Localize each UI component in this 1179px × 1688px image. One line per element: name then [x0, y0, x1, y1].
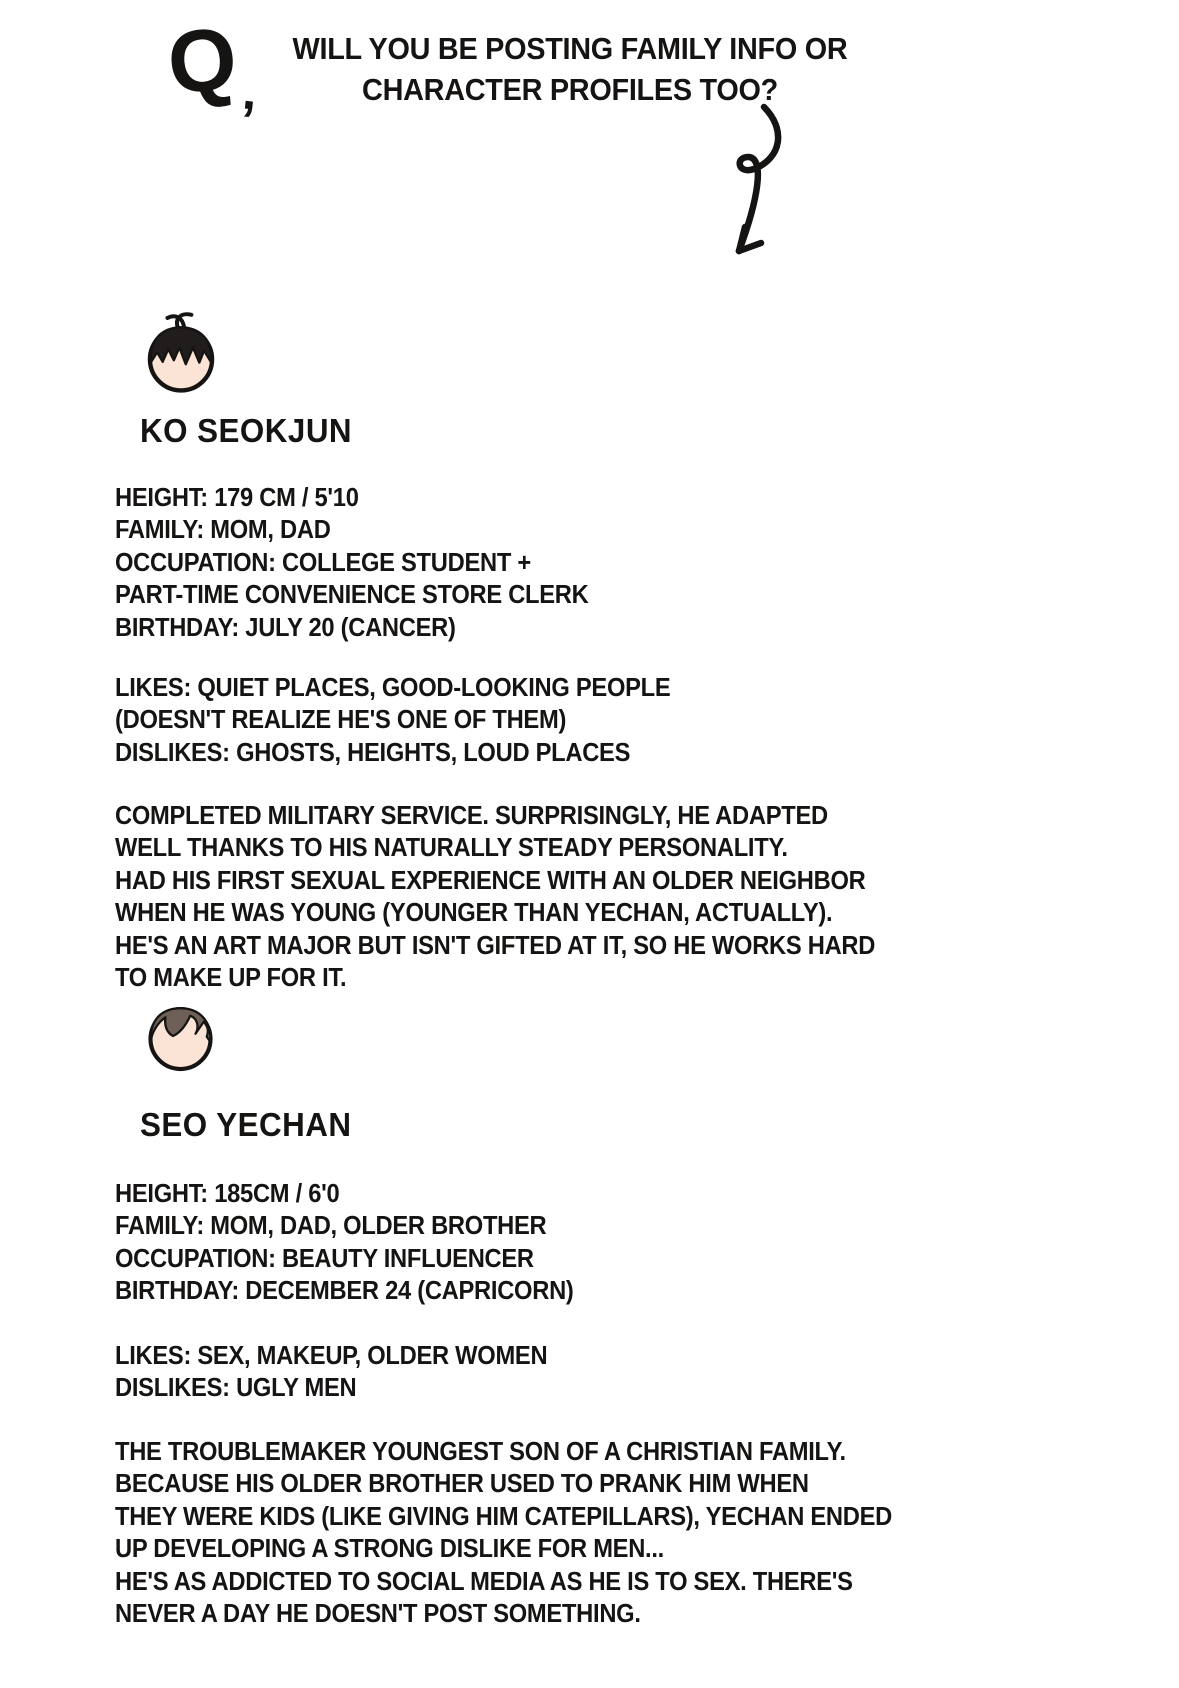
text-line: BIRTHDAY: DECEMBER 24 (CAPRICORN) [115, 1277, 574, 1306]
yechan-bio [115, 1436, 892, 1630]
text-line: UP DEVELOPING A STRONG DISLIKE FOR MEN... [115, 1535, 664, 1564]
seokjun-likes-dislikes [115, 672, 670, 769]
character-name-yechan: SEO YECHAN [140, 1106, 352, 1143]
curved-down-arrow-icon [712, 102, 800, 270]
text-line: OCCUPATION: BEAUTY INFLUENCER [115, 1244, 534, 1273]
yechan-avatar [143, 1000, 218, 1075]
question-q-letter: Q [163, 8, 239, 113]
seokjun-avatar [141, 310, 221, 396]
text-line: BIRTHDAY: JULY 20 (CANCER) [115, 613, 456, 642]
text-line: HE'S AN ART MAJOR BUT ISN'T GIFTED AT IT, SO HE WORKS HARD [115, 931, 876, 960]
text-line: NEVER A DAY HE DOESN'T POST SOMETHING. [115, 1600, 641, 1629]
text-line: OCCUPATION: COLLEGE STUDENT + [115, 548, 531, 577]
text-line: THE TROUBLEMAKER YOUNGEST SON OF A CHRISTIAN FAMILY. [115, 1438, 846, 1466]
yechan-likes-dislikes [115, 1340, 547, 1405]
text-line: FAMILY: MOM, DAD [115, 516, 331, 545]
text-line: WHEN HE WAS YOUNG (YOUNGER THAN YECHAN, ACTUALLY). [115, 899, 833, 928]
seokjun-stats [115, 482, 588, 644]
text-line: DISLIKES: UGLY MEN [115, 1374, 357, 1403]
question-line-1: WILL YOU BE POSTING FAMILY INFO OR [292, 31, 848, 66]
question-line-2: CHARACTER PROFILES TOO? [362, 72, 778, 107]
text-line: WELL THANKS TO HIS NATURALLY STEADY PERSONALITY. [115, 834, 788, 863]
text-line: HEIGHT: 179 CM / 5'10 [115, 484, 359, 512]
text-line: COMPLETED MILITARY SERVICE. SURPRISINGLY, HE ADAPTED [115, 802, 828, 830]
text-line: (DOESN'T REALIZE HE'S ONE OF THEM) [115, 706, 567, 735]
black-spiky-hair-face-icon [141, 310, 221, 396]
text-line: TO MAKE UP FOR IT. [115, 964, 347, 993]
text-line: PART-TIME CONVENIENCE STORE CLERK [115, 581, 589, 610]
text-line: THEY WERE KIDS (LIKE GIVING HIM CATEPILLARS), YECHAN ENDED [115, 1502, 893, 1531]
brown-swoop-hair-face-icon [143, 1000, 218, 1075]
question-text [272, 28, 867, 110]
text-line: BECAUSE HIS OLDER BROTHER USED TO PRANK HIM WHEN [115, 1470, 809, 1499]
text-line: FAMILY: MOM, DAD, OLDER BROTHER [115, 1212, 547, 1241]
seokjun-bio [115, 800, 875, 994]
text-line: HE'S AS ADDICTED TO SOCIAL MEDIA AS HE IS TO SEX. THERE'S [115, 1567, 853, 1596]
character-name-seokjun: KO SEOKJUN [140, 412, 353, 449]
text-line: DISLIKES: GHOSTS, HEIGHTS, LOUD PLACES [115, 738, 631, 767]
yechan-stats [115, 1178, 574, 1308]
question-q-tick-mark: , [240, 62, 261, 122]
text-line: HEIGHT: 185CM / 6'0 [115, 1180, 340, 1208]
text-line: LIKES: QUIET PLACES, GOOD-LOOKING PEOPLE [115, 674, 671, 702]
text-line: LIKES: SEX, MAKEUP, OLDER WOMEN [115, 1342, 548, 1370]
text-line: HAD HIS FIRST SEXUAL EXPERIENCE WITH AN OLDER NEIGHBOR [115, 866, 866, 895]
